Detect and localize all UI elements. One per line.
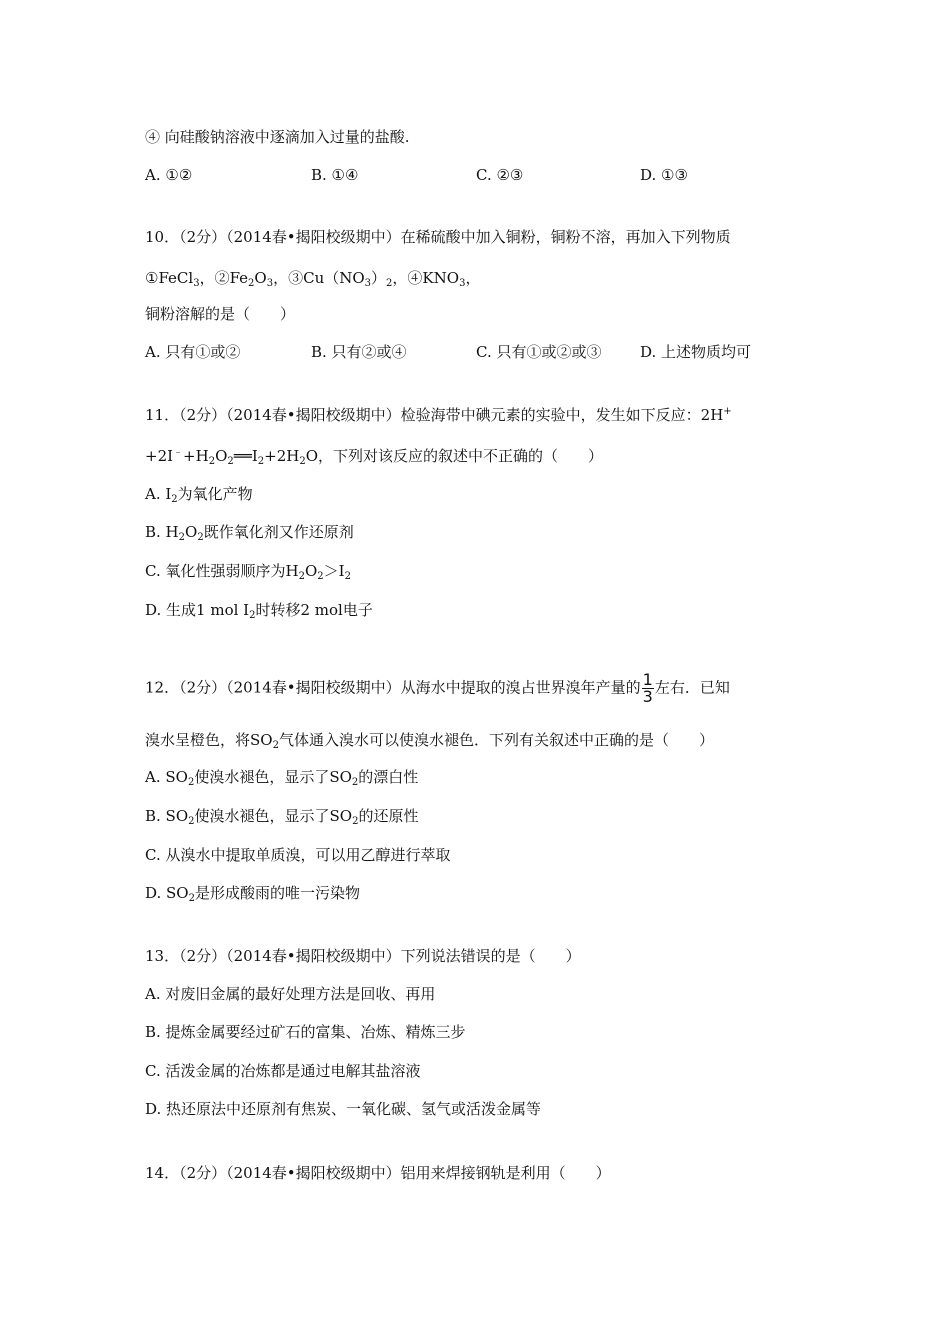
q9-item-4: ④ 向硅酸钠溶液中逐滴加入过量的盐酸. [145, 128, 410, 146]
q11-equation: $+2I^﹣+H_2O_2══I_2+2H_2O$，下列对该反应的叙述中不正确的（ ） [145, 447, 604, 467]
q12-option-a: A. $SO_2$使溴水褪色，显示了$SO_2$的漂白性 [145, 768, 419, 788]
fraction-one-third: $\frac{1}{3}$ [642, 670, 653, 706]
q13-option-b: B. 提炼金属要经过矿石的富集、冶炼、精炼三步 [145, 1023, 466, 1041]
q11-option-d: D. 生成1 mol $I_2$时转移2 mol电子 [145, 601, 373, 621]
q10-option-a: A. 只有①或② [145, 343, 241, 361]
q11-option-b: B. $H_2O_2$既作氧化剂又作还原剂 [145, 523, 354, 543]
q12-option-b: B. $SO_2$使溴水褪色，显示了$SO_2$的还原性 [145, 807, 419, 827]
q12-option-c: C. 从溴水中提取单质溴，可以用乙醇进行萃取 [145, 846, 451, 864]
q11-stem: 11．（2分）（2014春•揭阳校级期中）检验海带中碘元素的实验中，发生如下反应：2H+ [145, 406, 732, 424]
q10-stem: 10．（2分）（2014春•揭阳校级期中）在稀硫酸中加入铜粉，铜粉不溶，再加入下列物质 [145, 228, 731, 246]
q10-items: ①FeCl$_3$，$②Fe_2O_3$，$③Cu(NO_3)_2$，$④KNO_3$， [145, 269, 481, 289]
q10-tail: 铜粉溶解的是（ ） [145, 305, 296, 323]
q9-option-d: D. ①③ [640, 166, 688, 184]
q10-option-c: C. 只有①或②或③ [476, 343, 602, 361]
q12-stem-line-2: 溴水呈橙色，将$SO_2$气体通入溴水可以使溴水褪色．下列有关叙述中正确的是（ ） [145, 731, 714, 751]
q14-stem: 14．（2分）（2014春•揭阳校级期中）铝用来焊接钢轨是利用（ ） [145, 1164, 611, 1182]
q9-option-a: A. ①② [145, 166, 193, 184]
q9-option-b: B. ①④ [311, 166, 359, 184]
q13-option-d: D. 热还原法中还原剂有焦炭、一氧化碳、氢气或活泼金属等 [145, 1100, 542, 1118]
q12-option-d: D. $SO_2$是形成酸雨的唯一污染物 [145, 884, 360, 904]
q13-option-a: A. 对废旧金属的最好处理方法是回收、再用 [145, 985, 436, 1003]
q12-stem: 12．（2分）（2014春•揭阳校级期中）从海水中提取的溴占世界溴年产量的 $\frac{1}{3}$ 左右．已知 [145, 670, 730, 706]
q10-option-b: B. 只有②或④ [311, 343, 407, 361]
q9-option-c: C. ②③ [476, 166, 524, 184]
q11-option-a: A. $I_2$为氧化产物 [145, 485, 253, 505]
q11-option-c: C. 氧化性强弱顺序为$H_2O_2>I_2$ [145, 562, 351, 582]
q10-option-d: D. 上述物质均可 [640, 343, 752, 361]
q13-option-c: C. 活泼金属的冶炼都是通过电解其盐溶液 [145, 1062, 421, 1080]
q13-stem: 13．（2分）（2014春•揭阳校级期中）下列说法错误的是（ ） [145, 947, 581, 965]
